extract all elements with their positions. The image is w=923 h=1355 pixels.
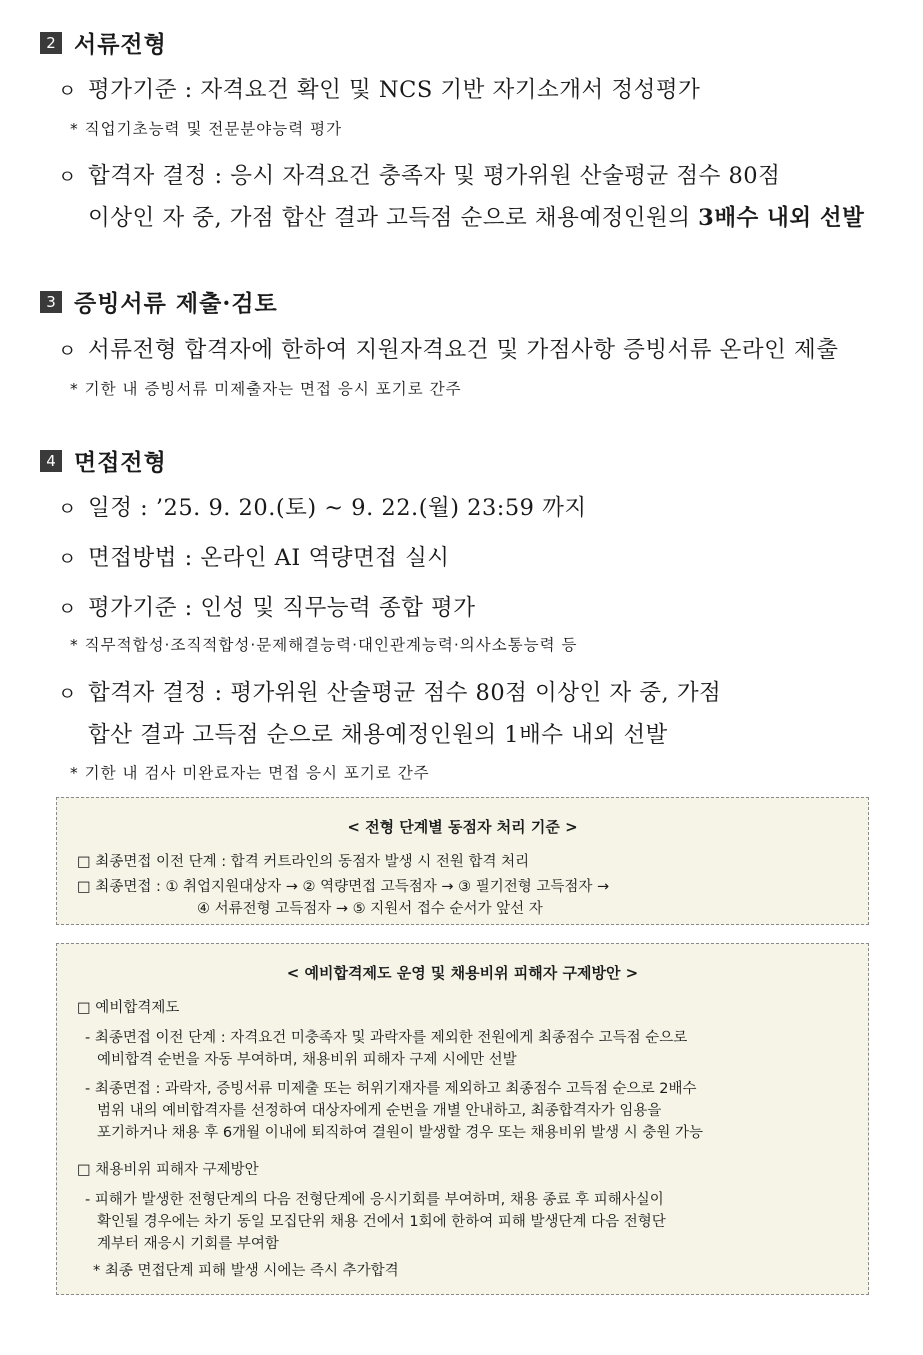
bullet-item (58, 332, 839, 364)
continuation-text: 합산 결과 고득점 순으로 채용예정인원의 1배수 내외 선발 (88, 722, 668, 748)
box-line: - 최종면접 이전 단계 : 자격요건 미충족자 및 과락자를 제외한 전원에게 최종점수 고득점 순으로 (85, 1030, 688, 1046)
box-title: < 예비합격제도 운영 및 채용비위 피해자 구제방안 > (286, 964, 639, 982)
box-line: 예비합격 순번을 자동 부여하며, 채용비위 피해자 구제 시에만 선발 (97, 1052, 517, 1068)
bullet-item (58, 540, 450, 572)
tie-break-criteria-box (56, 797, 869, 925)
note-text: * 직무적합성·조직적합성·문제해결능력·대인관계능력·의사소통능력 등 (70, 636, 578, 654)
bullet-item (58, 158, 780, 190)
section-number-box: 4 (40, 450, 62, 472)
section-4-heading (40, 444, 167, 477)
bullet-text: 합격자 결정 : 응시 자격요건 충족자 및 평가위원 산술평균 점수 80점 (88, 163, 781, 189)
box-line: □ 채용비위 피해자 구제방안 (77, 1162, 259, 1178)
bullet-circle-icon: ㅇ (58, 683, 77, 705)
section-title: 서류전형 (74, 31, 167, 58)
box-line: 포기하거나 채용 후 6개월 이내에 퇴직하여 결원이 발생할 경우 또는 채용비위 발생 시 충원 가능 (97, 1125, 704, 1141)
section-number-box: 2 (40, 32, 62, 54)
section-2-heading (40, 26, 167, 59)
box-line: 확인될 경우에는 차기 동일 모집단위 채용 건에서 1회에 한하여 피해 발생단계 다음 전형단 (97, 1214, 666, 1230)
bullet-text: 평가기준 : 자격요건 확인 및 NCS 기반 자기소개서 정성평가 (88, 77, 701, 103)
bullet-text: 합격자 결정 : 평가위원 산술평균 점수 80점 이상인 자 중, 가점 (88, 680, 722, 706)
box-line: - 피해가 발생한 전형단계의 다음 전형단계에 응시기회를 부여하며, 채용 종료 후 피해사실이 (85, 1192, 664, 1208)
bullet-circle-icon: ㅇ (58, 598, 77, 620)
box-line: - 최종면접 : 과락자, 증빙서류 미제출 또는 허위기재자를 제외하고 최종점수 고득점 순으로 2배수 (85, 1081, 697, 1097)
bullet-text: 평가기준 : 인성 및 직무능력 종합 평가 (88, 595, 476, 621)
bullet-circle-icon: ㅇ (58, 166, 77, 188)
emphasis-text: 3배수 내외 선발 (698, 205, 865, 231)
box-line: □ 최종면접 이전 단계 : 합격 커트라인의 동점자 발생 시 전원 합격 처리 (77, 854, 530, 870)
box-line: 범위 내의 예비합격자를 선정하여 대상자에게 순번을 개별 안내하고, 최종합격자가 임용을 (97, 1103, 662, 1119)
bullet-circle-icon: ㅇ (58, 498, 77, 520)
reserve-pass-box (56, 943, 869, 1295)
bullet-continuation (88, 200, 864, 232)
box-line: * 최종 면접단계 피해 발생 시에는 즉시 추가합격 (93, 1263, 399, 1279)
note-text: * 직업기초능력 및 전문분야능력 평가 (70, 120, 343, 138)
bullet-text: 서류전형 합격자에 한하여 지원자격요건 및 가점사항 증빙서류 온라인 제출 (88, 337, 839, 363)
box-line: 계부터 재응시 기회를 부여함 (97, 1236, 279, 1252)
bullet-item (58, 490, 587, 522)
bullet-circle-icon: ㅇ (58, 80, 77, 102)
box-line: ④ 서류전형 고득점자 → ⑤ 지원서 접수 순서가 앞선 자 (197, 901, 543, 917)
section-title: 면접전형 (74, 449, 167, 476)
bullet-circle-icon: ㅇ (58, 340, 77, 362)
box-line: □ 예비합격제도 (77, 1000, 180, 1016)
box-line: □ 최종면접 : ① 취업지원대상자 → ② 역량면접 고득점자 → ③ 필기전형 고득점자 → (77, 879, 610, 895)
bullet-item (58, 72, 700, 104)
bullet-circle-icon: ㅇ (58, 548, 77, 570)
note-text: * 기한 내 검사 미완료자는 면접 응시 포기로 간주 (70, 764, 430, 782)
bullet-text: 면접방법 : 온라인 AI 역량면접 실시 (88, 545, 450, 571)
box-title: < 전형 단계별 동점자 처리 기준 > (347, 818, 578, 836)
section-3-heading (40, 285, 278, 318)
bullet-item (58, 675, 721, 707)
bullet-continuation (88, 717, 668, 749)
section-number-box: 3 (40, 291, 62, 313)
continuation-text: 이상인 자 중, 가점 합산 결과 고득점 순으로 채용예정인원의 (88, 205, 699, 231)
note-text: * 기한 내 증빙서류 미제출자는 면접 응시 포기로 간주 (70, 380, 462, 398)
bullet-text: 일정 : ’25. 9. 20.(토) ~ 9. 22.(월) 23:59 까지 (88, 495, 587, 521)
section-title: 증빙서류 제출·검토 (74, 290, 278, 317)
bullet-item (58, 590, 476, 622)
